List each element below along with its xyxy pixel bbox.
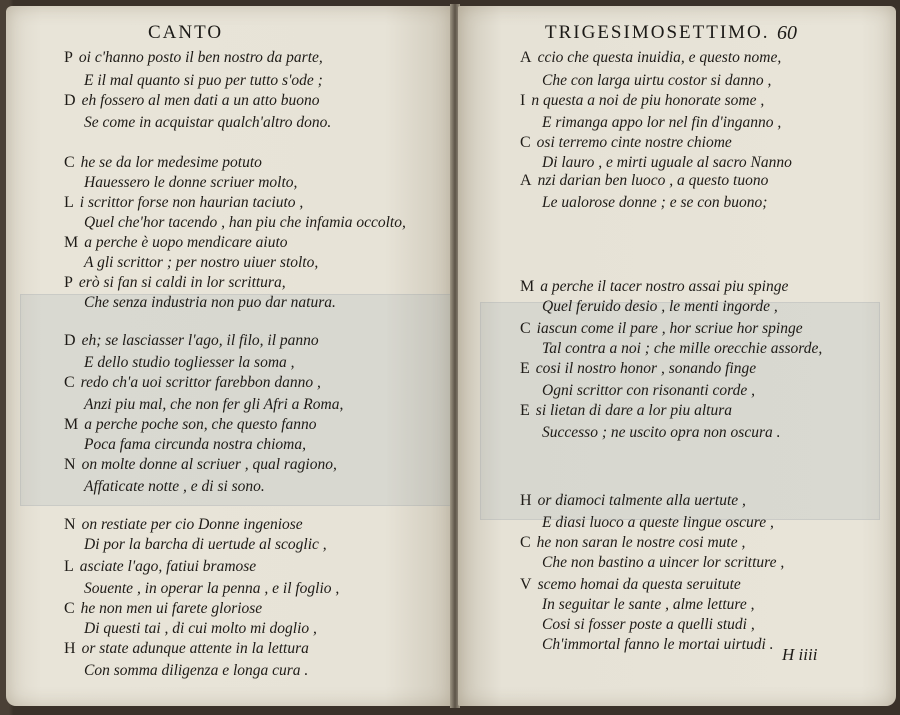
- verse-text: nzi darian ben luoco , a questo tuono: [537, 172, 769, 189]
- left-running-head: CANTO: [148, 22, 224, 43]
- right-running-head: TRIGESIMOSETTIMO.: [545, 22, 770, 43]
- verse-line: [84, 660, 308, 682]
- signature-mark: H iiii: [782, 645, 818, 664]
- initial-letter: E: [520, 402, 530, 419]
- verse-text: Ogni scrittor con risonanti corde ,: [542, 382, 755, 399]
- verse-line: [520, 90, 764, 112]
- verse-text: Successo ; ne uscito opra non oscura .: [542, 424, 781, 441]
- verse-line: [542, 552, 784, 574]
- initial-letter: A: [520, 172, 532, 189]
- initial-letter: C: [520, 134, 531, 151]
- verse-text: A gli scrittor ; per nostro uiuer stolto,: [84, 254, 319, 271]
- verse-line: [542, 112, 781, 134]
- verse-text: Ch'immortal fanno le mortai uirtudi .: [542, 636, 774, 653]
- initial-letter: M: [520, 278, 535, 295]
- initial-letter: C: [520, 534, 531, 551]
- verse-text: Hauessero le donne scriuer molto,: [84, 174, 298, 191]
- verse-text: iascun come il pare , hor scriue hor spinge: [536, 320, 803, 337]
- verse-line: [84, 112, 331, 134]
- verse-line: [84, 578, 339, 600]
- initial-letter: E: [520, 360, 530, 377]
- verse-line: [520, 532, 745, 554]
- initial-letter: V: [520, 576, 532, 593]
- verse-text: eh fossero al men dati a un atto buono: [81, 92, 320, 109]
- verse-text: on molte donne al scriuer , qual ragiono,: [81, 456, 337, 473]
- verse-text: Che non bastino a uincer lor scritture ,: [542, 554, 785, 571]
- verse-line: [542, 614, 755, 636]
- initial-letter: P: [64, 49, 73, 66]
- initial-letter: H: [64, 640, 76, 657]
- verse-line: [64, 330, 319, 352]
- initial-letter: M: [64, 234, 79, 251]
- verse-line: [64, 514, 303, 536]
- verse-text: eh; se lasciasser l'ago, il filo, il panno: [81, 332, 319, 349]
- verse-text: Se come in acquistar qualch'altro dono.: [84, 114, 332, 131]
- verse-line: [542, 192, 767, 214]
- verse-text: E dello studio togliesser la soma ,: [84, 354, 295, 371]
- verse-line: [542, 634, 774, 656]
- verse-line: [542, 422, 781, 444]
- initial-letter: N: [64, 456, 76, 473]
- verse-line: [542, 296, 778, 318]
- verse-text: i scrittor forse non haurian taciuto ,: [79, 194, 304, 211]
- initial-letter: M: [64, 416, 79, 433]
- verse-text: In seguitar le sante , alme letture ,: [542, 596, 755, 613]
- verse-text: a perche il tacer nostro assai piu spinge: [540, 278, 789, 295]
- folio-number: 60: [777, 22, 797, 44]
- verse-text: or state adunque attente in la lettura: [81, 640, 309, 657]
- verse-text: E rimanga appo lor nel fin d'inganno ,: [542, 114, 782, 131]
- verse-line: [64, 272, 286, 294]
- verse-line: [64, 47, 323, 69]
- verse-line: [64, 152, 262, 174]
- verse-line: [84, 172, 297, 194]
- verse-text: osi terremo cinte nostre chiome: [536, 134, 732, 151]
- verse-line: [84, 292, 336, 314]
- verse-text: Quel che'hor tacendo , han piu che infamia occolto,: [84, 214, 406, 231]
- initial-letter: H: [520, 492, 532, 509]
- verse-text: a perche è uopo mendicare aiuto: [84, 234, 288, 251]
- verse-text: he se da lor medesime potuto: [80, 154, 262, 171]
- verse-line: [84, 394, 343, 416]
- verse-line: [84, 212, 406, 234]
- verse-text: or diamoci talmente alla uertute ,: [537, 492, 746, 509]
- verse-line: [520, 574, 741, 596]
- verse-line: [84, 434, 306, 456]
- verse-text: asciate l'ago, fatiui bramose: [79, 558, 257, 575]
- verse-text: Tal contra a noi ; che mille orecchie assorde,: [542, 340, 823, 357]
- verse-line: [84, 476, 265, 498]
- verse-line: [542, 338, 822, 360]
- verse-line: [64, 372, 321, 394]
- initial-letter: I: [520, 92, 526, 109]
- verse-text: erò si fan si caldi in lor scrittura,: [78, 274, 286, 291]
- initial-letter: C: [520, 320, 531, 337]
- verse-text: Poca fama circunda nostra chioma,: [84, 436, 306, 453]
- verse-text: Di por la barcha di uertude al scoglic ,: [84, 536, 327, 553]
- verse-text: redo ch'a uoi scrittor farebbon danno ,: [80, 374, 321, 391]
- verse-text: Che senza industria non puo dar natura.: [84, 294, 336, 311]
- verse-line: [84, 534, 327, 556]
- verse-line: [542, 594, 755, 616]
- verse-text: ccio che questa inuidia, e questo nome,: [537, 49, 782, 66]
- verse-line: [520, 132, 732, 154]
- verse-line: [542, 512, 774, 534]
- verse-line: [520, 170, 768, 192]
- verse-text: on restiate per cio Donne ingeniose: [81, 516, 303, 533]
- verse-text: Con somma diligenza e longa cura .: [84, 662, 309, 679]
- verse-line: [64, 454, 337, 476]
- verse-line: [520, 276, 788, 298]
- verse-line: [84, 70, 323, 92]
- verse-line: [520, 318, 803, 340]
- initial-letter: C: [64, 600, 75, 617]
- verse-line: [520, 400, 732, 422]
- verse-line: [542, 380, 755, 402]
- initial-letter: L: [64, 194, 74, 211]
- verse-text: scemo homai da questa seruitute: [537, 576, 741, 593]
- verse-text: Affaticate notte , e di si sono.: [84, 478, 265, 495]
- verse-text: he non men ui farete gloriose: [80, 600, 263, 617]
- verse-text: a perche poche son, che questo fanno: [84, 416, 317, 433]
- initial-letter: D: [64, 92, 76, 109]
- verse-line: [64, 232, 288, 254]
- verse-text: Di questi tai , di cui molto mi doglio ,: [84, 620, 317, 637]
- verse-text: Di lauro , e mirti uguale al sacro Nanno: [542, 154, 792, 171]
- verse-line: [64, 90, 320, 112]
- verse-text: E il mal quanto si puo per tutto s'ode ;: [84, 72, 323, 89]
- verse-text: Quel feruido desio , le menti ingorde ,: [542, 298, 778, 315]
- verse-text: Che con larga uirtu costor si danno ,: [542, 72, 772, 89]
- verse-line: [84, 252, 318, 274]
- initial-letter: D: [64, 332, 76, 349]
- verse-line: [84, 618, 317, 640]
- verse-text: E diasi luoco a queste lingue oscure ,: [542, 514, 774, 531]
- verse-line: [64, 598, 262, 620]
- verse-text: Le ualorose donne ; e se con buono;: [542, 194, 768, 211]
- verse-line: [64, 556, 256, 578]
- verse-line: [84, 352, 295, 374]
- initial-letter: N: [64, 516, 76, 533]
- verse-text: he non saran le nostre cosi mute ,: [536, 534, 746, 551]
- initial-letter: A: [520, 49, 532, 66]
- verse-text: Anzi piu mal, che non fer gli Afri a Roma,: [84, 396, 344, 413]
- verse-line: [64, 192, 303, 214]
- initial-letter: C: [64, 374, 75, 391]
- verse-line: [520, 47, 781, 69]
- verse-line: [520, 358, 756, 380]
- initial-letter: L: [64, 558, 74, 575]
- verse-text: n questa a noi de piu honorate some ,: [531, 92, 765, 109]
- verse-line: [64, 638, 309, 660]
- initial-letter: C: [64, 154, 75, 171]
- verse-text: Souente , in operar la penna , e il foglio ,: [84, 580, 340, 597]
- verse-line: [64, 414, 317, 436]
- verse-text: Cosi si fosser poste a quelli studi ,: [542, 616, 755, 633]
- initial-letter: P: [64, 274, 73, 291]
- verse-line: [520, 490, 746, 512]
- verse-text: si lietan di dare a lor piu altura: [535, 402, 732, 419]
- verse-line: [542, 70, 771, 92]
- verse-text: oi c'hanno posto il ben nostro da parte,: [78, 49, 323, 66]
- verse-text: cosi il nostro honor , sonando finge: [535, 360, 757, 377]
